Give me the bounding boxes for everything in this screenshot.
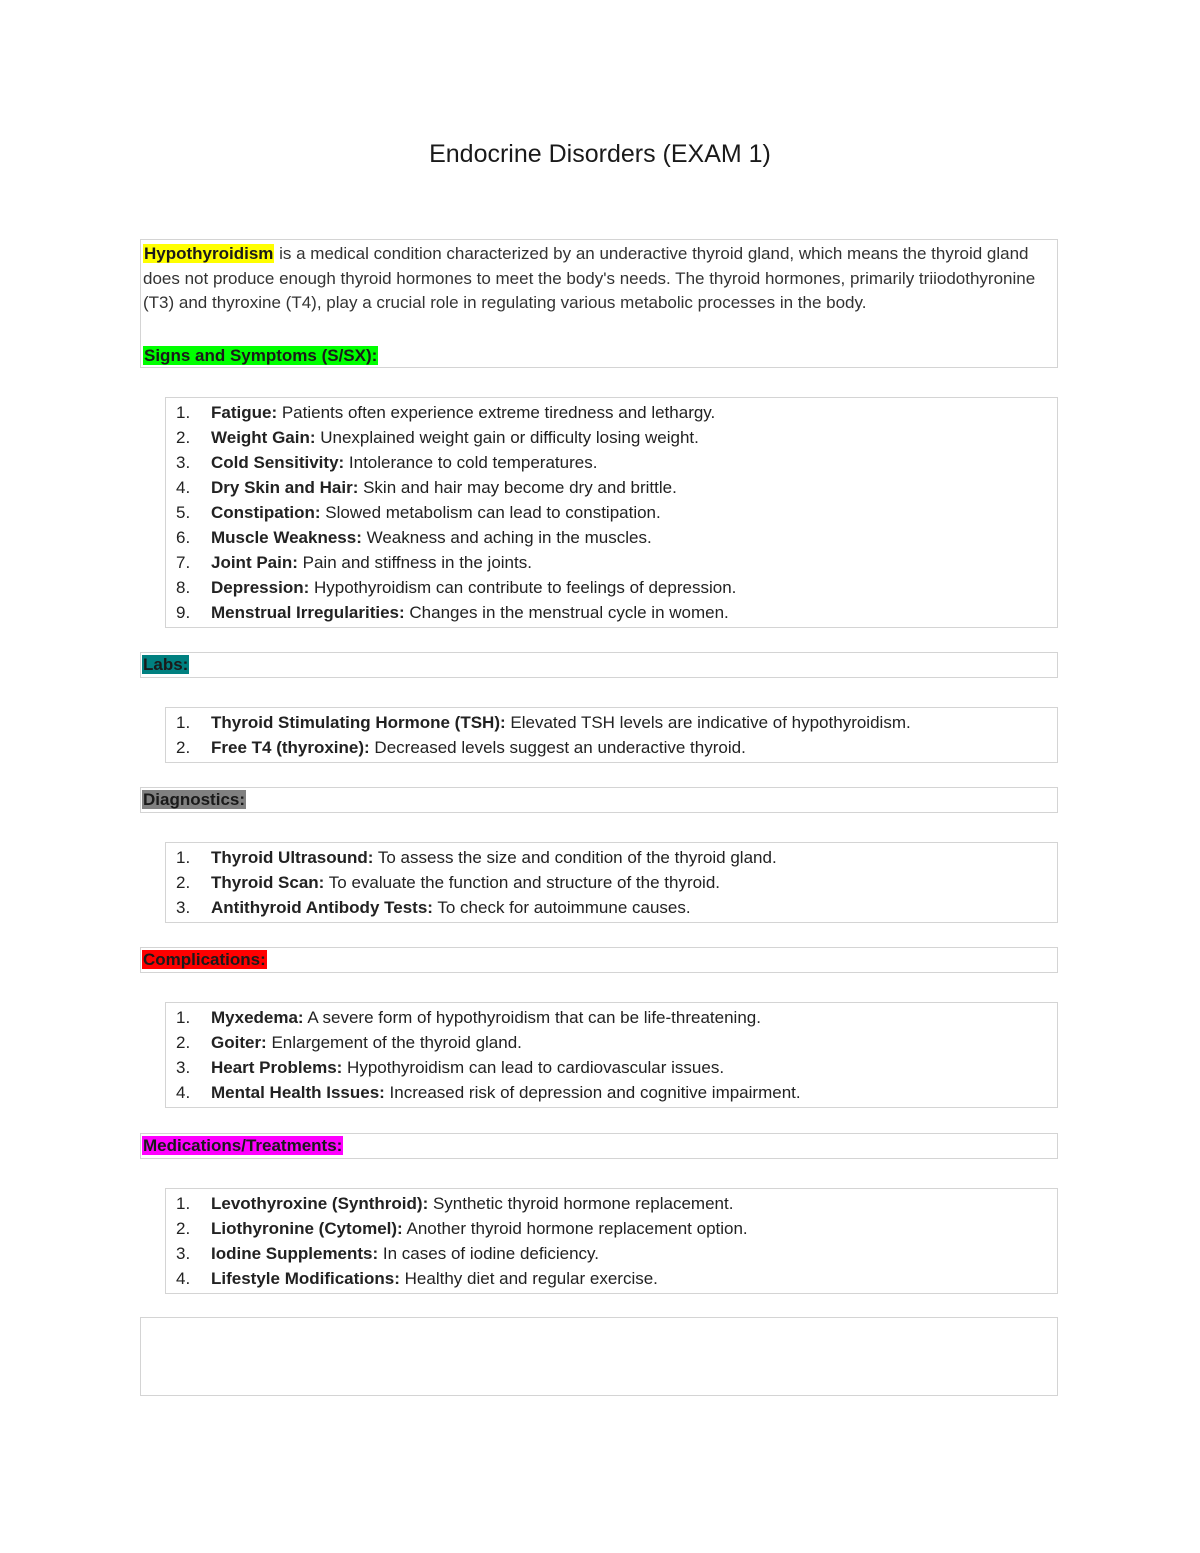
list-text: Elevated TSH levels are indicative of hypothyroidism. (505, 713, 911, 732)
list-term: Mental Health Issues: (211, 1083, 385, 1102)
intro-paragraph (143, 242, 1055, 316)
list-text: Enlargement of the thyroid gland. (266, 1033, 522, 1052)
list-term: Antithyroid Antibody Tests: (211, 898, 433, 917)
intro-box (140, 239, 1058, 368)
signs-heading: Signs and Symptoms (S/SX): (144, 345, 378, 365)
list-item (166, 550, 1057, 575)
list-text: Changes in the menstrual cycle in women. (404, 603, 729, 622)
list-term: Muscle Weakness: (211, 528, 362, 547)
list-text: Synthetic thyroid hormone replacement. (428, 1194, 734, 1213)
list-text: In cases of iodine deficiency. (378, 1244, 599, 1263)
labs-list-box (165, 707, 1058, 763)
list-text: To check for autoimmune causes. (432, 898, 691, 917)
list-text: A severe form of hypothyroidism that can be life-threatening. (303, 1008, 761, 1027)
list-item (166, 1216, 1057, 1241)
list-item (166, 870, 1057, 895)
list-item (166, 1191, 1057, 1216)
list-item (166, 450, 1057, 475)
list-term: Menstrual Irregularities: (211, 603, 405, 622)
diagnostics-list-box (165, 842, 1058, 923)
list-term: Constipation: (211, 503, 321, 522)
list-number: 2. (176, 428, 191, 447)
list-text: Pain and stiffness in the joints. (297, 553, 532, 572)
page-title: Endocrine Disorders (EXAM 1) (429, 140, 771, 168)
list-number: 2. (176, 1033, 191, 1052)
list-number: 2. (176, 738, 191, 757)
list-term: Thyroid Ultrasound: (211, 848, 374, 867)
list-text: To assess the size and condition of the thyroid gland. (373, 848, 777, 867)
labs-list (166, 710, 1057, 760)
list-number: 5. (176, 503, 191, 522)
list-item (166, 1241, 1057, 1266)
list-text: Hypothyroidism can lead to cardiovascular issues. (342, 1058, 725, 1077)
list-item (166, 475, 1057, 500)
list-number: 4. (176, 1269, 191, 1288)
list-item (166, 525, 1057, 550)
list-number: 1. (176, 848, 191, 867)
list-item (166, 425, 1057, 450)
list-term: Thyroid Scan: (211, 873, 325, 892)
list-term: Myxedema: (211, 1008, 304, 1027)
signs-list (166, 400, 1057, 625)
complications-list (166, 1005, 1057, 1105)
list-text: Skin and hair may become dry and brittle. (358, 478, 677, 497)
medications-heading: Medications/Treatments: (143, 1136, 343, 1155)
list-number: 9. (176, 603, 191, 622)
list-text: Intolerance to cold temperatures. (344, 453, 598, 472)
term-highlight: Hypothyroidism (144, 244, 274, 263)
list-item (166, 600, 1057, 625)
list-item (166, 1055, 1057, 1080)
list-number: 3. (176, 1244, 191, 1263)
list-term: Heart Problems: (211, 1058, 343, 1077)
complications-heading: Complications: (143, 950, 266, 969)
list-number: 1. (176, 403, 191, 422)
list-number: 7. (176, 553, 191, 572)
list-item (166, 1005, 1057, 1030)
list-term: Lifestyle Modifications: (211, 1269, 400, 1288)
list-term: Joint Pain: (211, 553, 298, 572)
list-item (166, 500, 1057, 525)
list-text: To evaluate the function and structure of the thyroid. (324, 873, 721, 892)
list-term: Free T4 (thyroxine): (211, 738, 370, 757)
labs-heading-box (140, 652, 1058, 678)
signs-list-box (165, 397, 1058, 628)
list-number: 6. (176, 528, 191, 547)
list-number: 2. (176, 1219, 191, 1238)
list-term: Weight Gain: (211, 428, 316, 447)
list-text: Weakness and aching in the muscles. (361, 528, 652, 547)
list-item (166, 1030, 1057, 1055)
list-number: 3. (176, 453, 191, 472)
list-term: Iodine Supplements: (211, 1244, 379, 1263)
list-item (166, 400, 1057, 425)
complications-list-box (165, 1002, 1058, 1108)
list-term: Cold Sensitivity: (211, 453, 345, 472)
complications-heading-box (140, 947, 1058, 973)
list-item (166, 845, 1057, 870)
signs-heading-line (143, 344, 1055, 369)
diagnostics-heading: Diagnostics: (143, 790, 246, 809)
intro-definition: is a medical condition characterized by an underactive thyroid gland, which means the thyroid gland does not produce enough thyroid hormones to meet the body's needs. The thyroid hormones, primarily triiodothyronine (T3) and thyroxine (T4), play a crucial role in regulating various metabolic processes in the body. (143, 244, 1036, 312)
list-text: Another thyroid hormone replacement option. (402, 1219, 748, 1238)
diagnostics-list (166, 845, 1057, 920)
list-number: 1. (176, 1194, 191, 1213)
list-text: Patients often experience extreme tiredness and lethargy. (277, 403, 716, 422)
list-term: Liothyronine (Cytomel): (211, 1219, 403, 1238)
list-number: 4. (176, 1083, 191, 1102)
medications-list-box (165, 1188, 1058, 1294)
list-item (166, 1080, 1057, 1105)
labs-heading: Labs: (143, 655, 189, 674)
list-term: Fatigue: (211, 403, 278, 422)
list-text: Slowed metabolism can lead to constipation. (320, 503, 661, 522)
diagnostics-heading-box (140, 787, 1058, 813)
medications-heading-box (140, 1133, 1058, 1159)
list-item (166, 710, 1057, 735)
list-item (166, 575, 1057, 600)
list-number: 2. (176, 873, 191, 892)
list-term: Goiter: (211, 1033, 267, 1052)
list-term: Levothyroxine (Synthroid): (211, 1194, 429, 1213)
list-number: 1. (176, 1008, 191, 1027)
list-text: Hypothyroidism can contribute to feelings of depression. (309, 578, 737, 597)
list-term: Depression: (211, 578, 310, 597)
list-text: Healthy diet and regular exercise. (399, 1269, 658, 1288)
list-text: Decreased levels suggest an underactive thyroid. (369, 738, 746, 757)
empty-text-box[interactable] (140, 1317, 1058, 1396)
list-number: 4. (176, 478, 191, 497)
medications-list (166, 1191, 1057, 1291)
list-number: 3. (176, 1058, 191, 1077)
list-term: Dry Skin and Hair: (211, 478, 359, 497)
list-item (166, 1266, 1057, 1291)
list-term: Thyroid Stimulating Hormone (TSH): (211, 713, 506, 732)
list-item (166, 895, 1057, 920)
list-number: 1. (176, 713, 191, 732)
list-text: Increased risk of depression and cognitive impairment. (384, 1083, 801, 1102)
list-text: Unexplained weight gain or difficulty losing weight. (315, 428, 699, 447)
list-item (166, 735, 1057, 760)
list-number: 3. (176, 898, 191, 917)
list-number: 8. (176, 578, 191, 597)
